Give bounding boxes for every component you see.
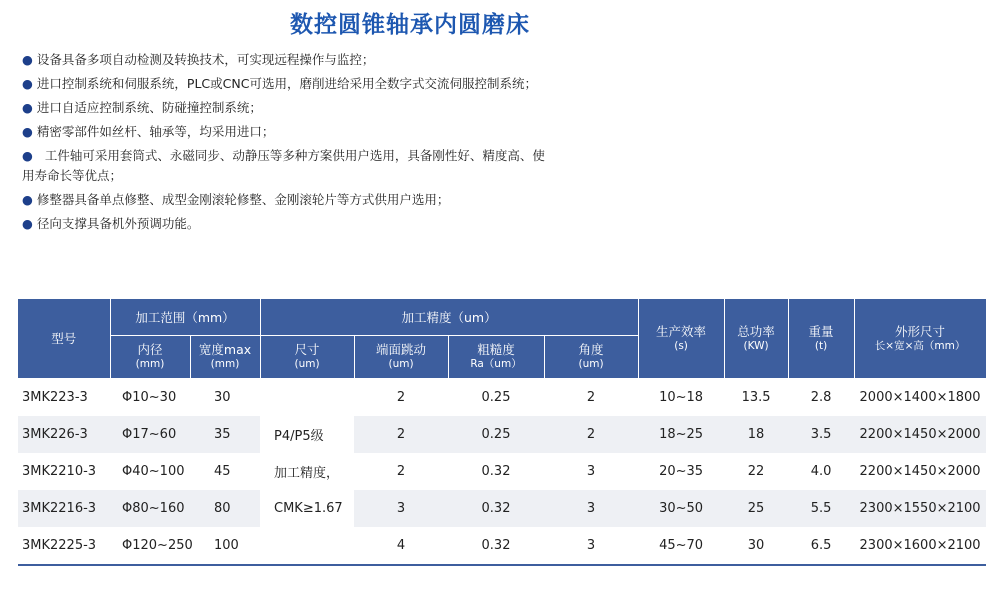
header-size: 尺寸 (um) <box>260 336 354 379</box>
cell-size-note: CMK≥1.67 <box>260 490 354 527</box>
spec-table <box>18 299 987 566</box>
header-efficiency: 生产效率 (s) <box>638 299 724 379</box>
cell-roughness: 0.32 <box>448 453 544 490</box>
cell-max-width: 45 <box>190 453 260 490</box>
feature-item-continued: 用寿命长等优点； <box>22 168 123 183</box>
cell-efficiency: 10~18 <box>638 379 724 417</box>
bullet-icon: ● <box>22 76 33 91</box>
cell-runout: 2 <box>354 453 448 490</box>
cell-weight: 5.5 <box>788 490 854 527</box>
cell-efficiency: 45~70 <box>638 527 724 565</box>
header-weight: 重量 (t) <box>788 299 854 379</box>
cell-angle: 3 <box>544 453 638 490</box>
cell-model: 3MK2210-3 <box>18 453 110 490</box>
cell-efficiency: 30~50 <box>638 490 724 527</box>
cell-runout: 4 <box>354 527 448 565</box>
header-roughness: 粗糙度 Ra（um） <box>448 336 544 379</box>
feature-item: ● 修整器具备单点修整、成型金刚滚轮修整、金刚滚轮片等方式供用户选用； <box>22 192 450 207</box>
cell-inner-diameter: Φ10~30 <box>110 379 190 417</box>
cell-power: 25 <box>724 490 788 527</box>
header-model: 型号 <box>18 299 110 379</box>
header-max-width: 宽度max (mm) <box>190 336 260 379</box>
cell-inner-diameter: Φ17~60 <box>110 416 190 453</box>
table-row <box>18 527 986 565</box>
cell-dimensions: 2300×1600×2100 <box>854 527 986 565</box>
feature-item: ● 进口自适应控制系统、防碰撞控制系统； <box>22 100 262 115</box>
bullet-icon: ● <box>22 148 33 163</box>
feature-item: ● 径向支撑具备机外预调功能。 <box>22 216 200 231</box>
cell-inner-diameter: Φ120~250 <box>110 527 190 565</box>
header-angle: 角度 (um) <box>544 336 638 379</box>
cell-size <box>260 527 354 565</box>
cell-size <box>260 379 354 417</box>
header-dimensions: 外形尺寸 长×宽×高（mm） <box>854 299 986 379</box>
cell-efficiency: 18~25 <box>638 416 724 453</box>
cell-model: 3MK226-3 <box>18 416 110 453</box>
cell-max-width: 30 <box>190 379 260 417</box>
cell-runout: 3 <box>354 490 448 527</box>
cell-max-width: 100 <box>190 527 260 565</box>
cell-power: 22 <box>724 453 788 490</box>
cell-size-note: P4/P5级 <box>260 416 354 453</box>
table-row <box>18 490 986 527</box>
cell-model: 3MK223-3 <box>18 379 110 417</box>
table-row <box>18 453 986 490</box>
cell-angle: 3 <box>544 490 638 527</box>
feature-list <box>22 50 622 238</box>
bullet-icon: ● <box>22 52 33 67</box>
cell-power: 18 <box>724 416 788 453</box>
cell-weight: 4.0 <box>788 453 854 490</box>
cell-inner-diameter: Φ80~160 <box>110 490 190 527</box>
cell-runout: 2 <box>354 379 448 417</box>
bullet-icon: ● <box>22 192 33 207</box>
cell-dimensions: 2200×1450×2000 <box>854 453 986 490</box>
cell-roughness: 0.25 <box>448 379 544 417</box>
feature-item: ● 设备具备多项自动检测及转换技术，可实现远程操作与监控； <box>22 52 375 67</box>
cell-power: 30 <box>724 527 788 565</box>
bullet-icon: ● <box>22 216 33 231</box>
cell-weight: 3.5 <box>788 416 854 453</box>
feature-item: ● 精密零部件如丝杆、轴承等，均采用进口； <box>22 124 275 139</box>
feature-item: ● 进口控制系统和伺服系统，PLC或CNC可选用，磨削进给采用全数字式交流伺服控制系统； <box>22 76 537 91</box>
header-runout: 端面跳动 (um) <box>354 336 448 379</box>
cell-dimensions: 2300×1550×2100 <box>854 490 986 527</box>
cell-model: 3MK2225-3 <box>18 527 110 565</box>
bullet-icon: ● <box>22 124 33 139</box>
header-range: 加工范围（mm） <box>110 299 260 336</box>
cell-inner-diameter: Φ40~100 <box>110 453 190 490</box>
cell-runout: 2 <box>354 416 448 453</box>
header-power: 总功率 (KW) <box>724 299 788 379</box>
table-row <box>18 416 986 453</box>
cell-max-width: 35 <box>190 416 260 453</box>
cell-size-note: 加工精度， <box>260 453 354 490</box>
cell-roughness: 0.25 <box>448 416 544 453</box>
page-title: 数控圆锥轴承内圆磨床 <box>290 12 530 38</box>
cell-power: 13.5 <box>724 379 788 417</box>
cell-angle: 3 <box>544 527 638 565</box>
feature-item: ● 工件轴可采用套筒式、永磁同步、动静压等多种方案供用户选用，具备刚性好、精度高、使 <box>22 148 545 163</box>
cell-angle: 2 <box>544 416 638 453</box>
header-precision: 加工精度（um） <box>260 299 638 336</box>
cell-weight: 2.8 <box>788 379 854 417</box>
header-inner-diameter: 内径 (mm) <box>110 336 190 379</box>
cell-weight: 6.5 <box>788 527 854 565</box>
cell-roughness: 0.32 <box>448 527 544 565</box>
cell-efficiency: 20~35 <box>638 453 724 490</box>
cell-roughness: 0.32 <box>448 490 544 527</box>
cell-model: 3MK2216-3 <box>18 490 110 527</box>
cell-dimensions: 2200×1450×2000 <box>854 416 986 453</box>
bullet-icon: ● <box>22 100 33 115</box>
cell-max-width: 80 <box>190 490 260 527</box>
table-row <box>18 379 986 417</box>
cell-dimensions: 2000×1400×1800 <box>854 379 986 417</box>
cell-angle: 2 <box>544 379 638 417</box>
